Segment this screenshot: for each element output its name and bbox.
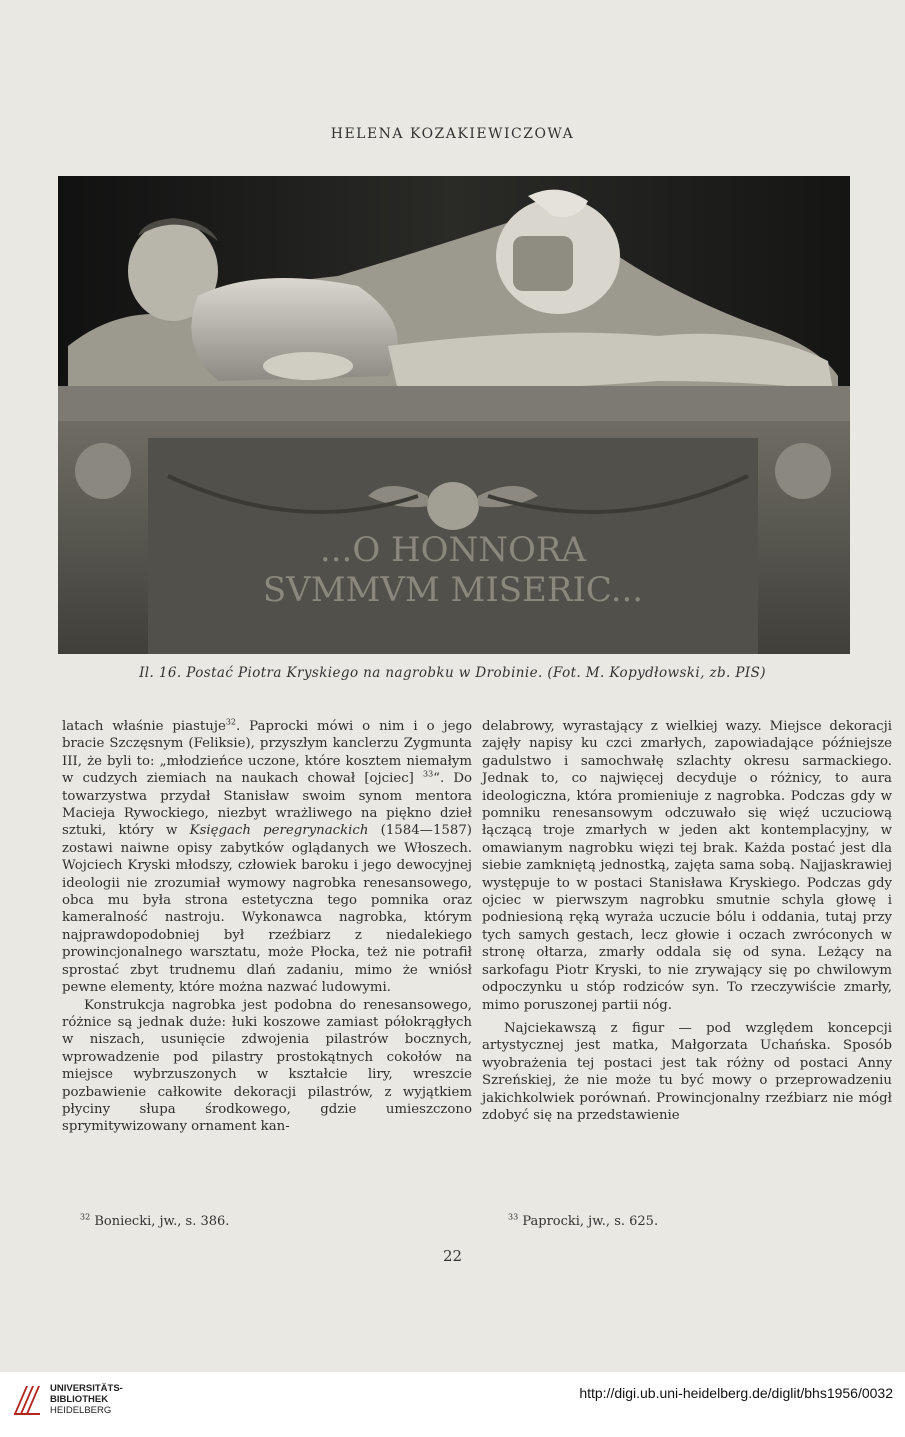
right-paragraph-1: delabrowy, wyrastający z wielkiej wazy. Miejsce dekoracji zajęły napisy ku czci zmarłych, zapowiadające późniejsze gadulstwo i samochwałę szlachty okresu sarmackiego. Jednak to, co najwięcej decyduje o różnicy, to aura ideologiczna, która promieniuje z nagrobka. Podczas gdy w pomniku renesansowym odczuwało się więź uczuciową łączącą troje zmarłych w jeden akt kontemplacyjny, w omawianym nagrobku więzi tej brak. Każda postać jest dla siebie zamkniętą jednostką, zajęta sama sobą. Najjaskrawiej występuje to w postaci Stanisława Kryskiego. Podczas gdy ojciec w pierwszym nagrobku smutnie schyla głowę i podniesioną ręką wyraża uczucie bólu i oddania, tutaj przy tych samych gestach, lecz głowie i oczach zwróconych w stronę ołtarza, zmarły oddala się od syna. Leżący na sarkofagu Piotr Kryski, to nie zrywający się po chwilowym odpoczynku u stóp rodziców syn. To rzeczywiście zmarły, mimo poruszonej partii nóg. xyxy=(482,719,892,1013)
tomb-effigy-photo xyxy=(58,176,850,654)
footnote-33: $^{33}$ Paprocki, jw., s. 625. xyxy=(508,1212,659,1229)
right-text-column xyxy=(482,718,892,1124)
source-url-link[interactable]: http://digi.ub.uni-heidelberg.de/diglit/bhs1956/0032 xyxy=(579,1385,893,1401)
left-paragraph-2: Konstrukcja nagrobka jest podobna do renesansowego, różnice są jednak duże: łuki koszowe zamiast półokrągłych w niszach, usunięcie zdwojenia pilastrów bocznych, wprowadzenie pod pilastry prostokątnych cokołów na miejsce wybrzuszonych w kształcie liry, wreszcie pozbawienie całkowite dekoracji pilastrów, z wyjątkiem płyciny słupa środkowego, gdzie umieszczono sprymitywizowany ornament kan- xyxy=(62,997,472,1135)
page-number: 22 xyxy=(442,1247,463,1265)
footer-bar xyxy=(0,1372,905,1437)
inscription-line-1: ...O HONNORA xyxy=(319,530,587,570)
footnote-ref-32: 32 xyxy=(225,717,237,727)
effigy-illustration xyxy=(58,176,850,654)
left-paragraph-1: latach właśnie piastuje$^{32}$. Paprocki mówi o nim i o jego bracie Szczęsnym (Feliksie), przyszłym kanclerzu Zygmunta III, że byli to: „młodzieńce uczone, które kosztem niemałym w cudzych ziemiach na naukach chował [ojciec] $^{33}$“. Do towarzystwa przydał Stanisław swoim synom mentora Macieja Rywockiego, niezbyt wrażliwego na piękno dzieł sztuki, który w Księgach peregrynackich (1584—1587) zostawi naiwne opisy zabytków oglądanych we Włoszech. Wojciech Kryski młodszy, człowiek baroku i jego dewocyjnej ideologii nie zrozumiał wymowy nagrobka renesansowego, obca mu była strona estetyczna tego pomnika oraz kameralność nastroju. Wykonawca nagrobka, którym najprawdopodobniej był rzeźbiarz z niedalekiego prowincjonalnego warsztatu, może Płocka, też nie potrafił sprostać zbyt trudnemu dlań zadaniu, mimo że wniósł pewne elementy, które można nazwać ludowymi. xyxy=(62,717,472,996)
footnote-ref-33: 33 xyxy=(422,769,434,779)
left-text-column xyxy=(62,718,472,1136)
footnote-32: $^{32}$ Boniecki, jw., s. 386. xyxy=(80,1212,230,1229)
figure-caption: Il. 16. Postać Piotra Kryskiego na nagrobku w Drobinie. (Fot. M. Kopydłowski, zb. PIS) xyxy=(139,665,766,681)
book-title: Księgach peregrynackich xyxy=(189,823,369,839)
library-name: UNIVERSITÄTS- BIBLIOTHEK HEIDELBERG xyxy=(50,1383,123,1416)
running-header: HELENA KOZAKIEWICZOWA xyxy=(330,126,575,142)
library-logo-icon xyxy=(12,1382,42,1416)
right-paragraph-2: Najciekawszą z figur — pod względem koncepcji artystycznej jest matka, Małgorzata Uchańska. Sposób wyobrażenia tej postaci jest tak różny od postaci Anny Szreńskiej, że nie może tu być mowy o przeprowadzeniu jakichkolwiek porównań. Prowincjonalny rzeźbiarz nie mógł zdobyć się na przedstawienie xyxy=(482,1020,892,1123)
inscription-line-2: SVMMVM MISERIC... xyxy=(262,570,644,610)
